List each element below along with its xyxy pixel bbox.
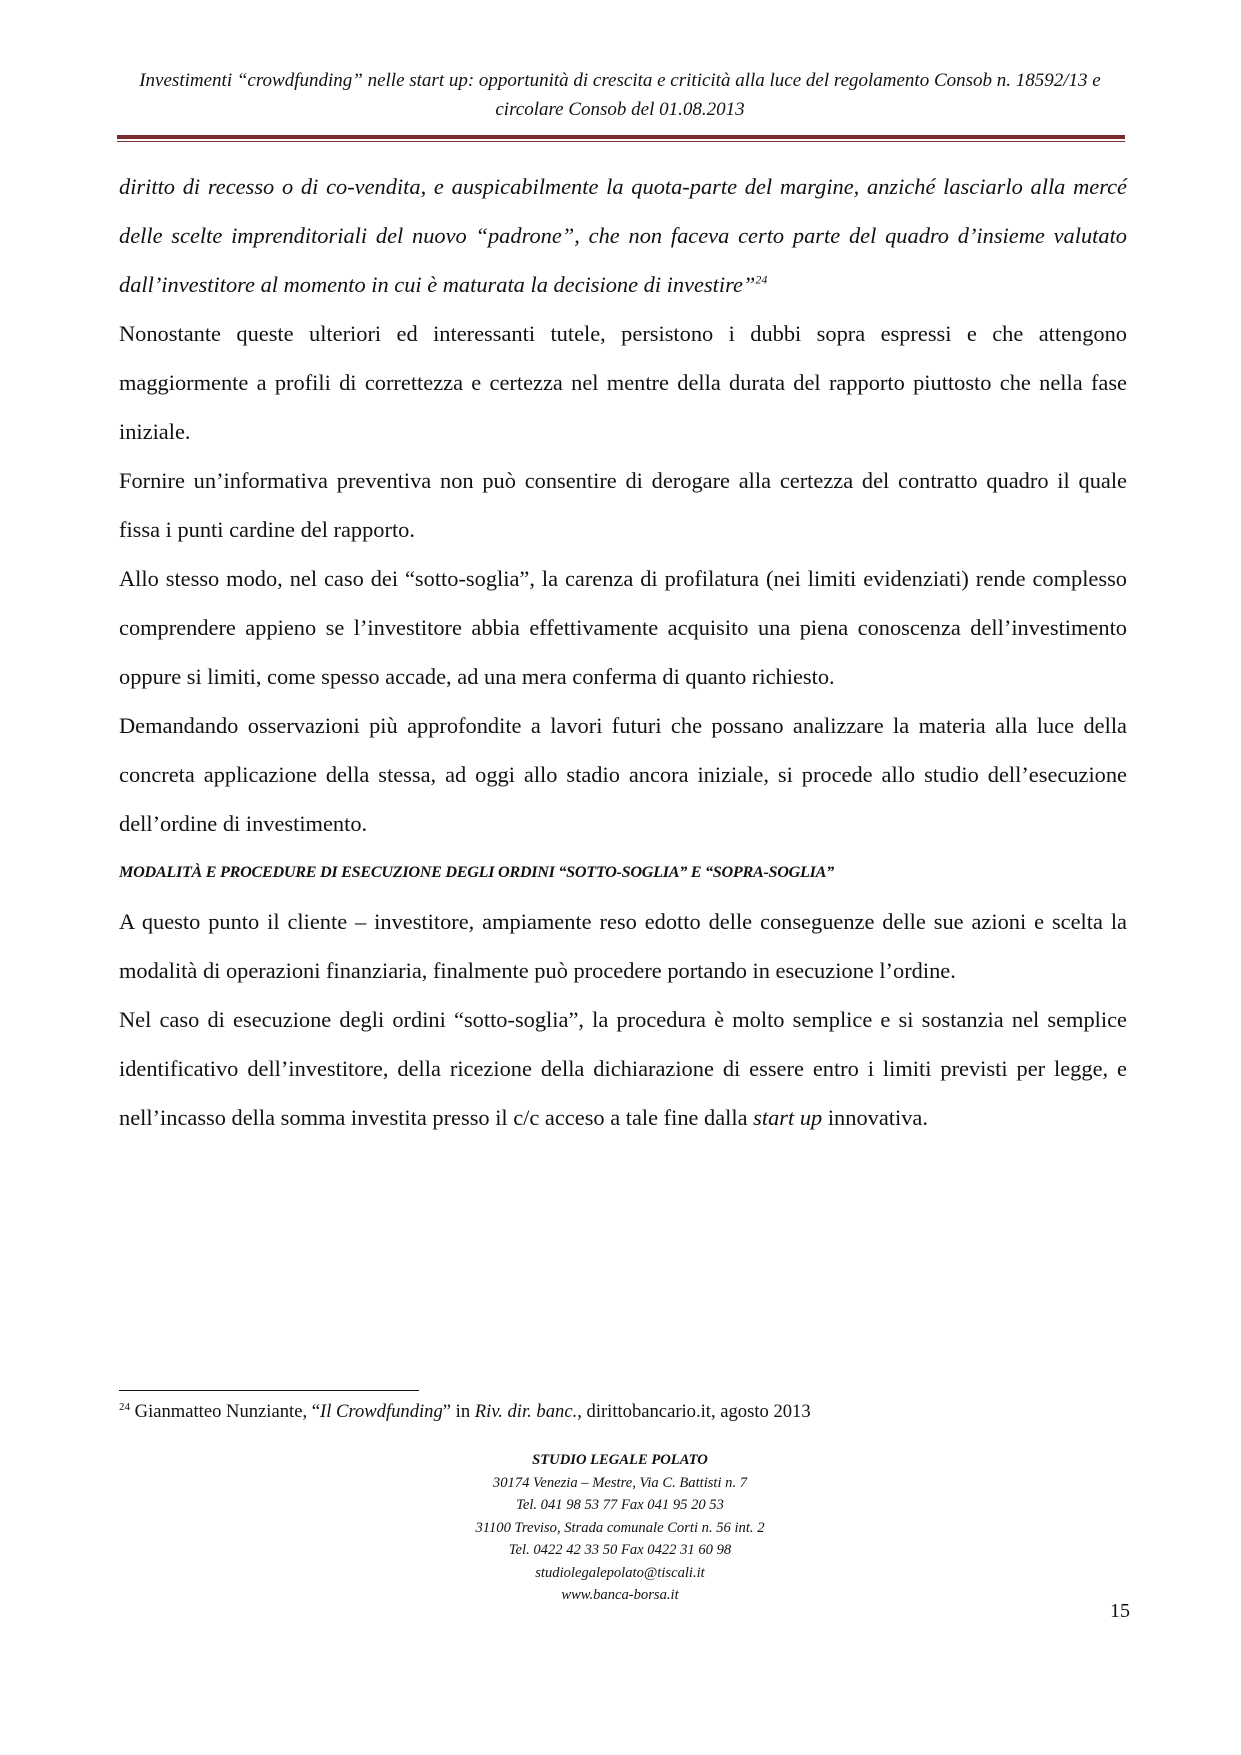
footer-address: 31100 Treviso, Strada comunale Corti n. 56 int. 2	[475, 1519, 765, 1536]
footnote	[119, 1399, 1127, 1425]
paragraph: Allo stesso modo, nel caso dei “sotto-soglia”, la carenza di profilatura (nei limiti evidenziati) rende complesso comprendere appieno se l’investitore abbia effettivamente acquisito una piena conoscenza dell’investimento oppure si limiti, come spesso accade, ad una mera conferma di quanto richiesto.	[119, 566, 1127, 689]
running-header: Investimenti “crowdfunding” nelle start up: opportunità di crescita e criticità alla luce del regolamento Consob n. 18592/13 e circolare Consob del 01.08.2013	[139, 70, 1101, 120]
footnote-title: Il Crowdfunding	[320, 1401, 443, 1422]
paragraph-text: innovativa.	[822, 1105, 928, 1130]
page-number: 15	[1110, 1600, 1130, 1622]
footer-firm-name: STUDIO LEGALE POLATO	[532, 1452, 708, 1468]
footnote-journal: Riv. dir. banc.	[474, 1401, 578, 1422]
footer-phone: Tel. 041 98 53 77 Fax 041 95 20 53	[516, 1497, 724, 1513]
footnote-author: Gianmatteo Nunziante, “	[130, 1401, 320, 1422]
footnote-text: , dirittobancario.it, agosto 2013	[577, 1401, 811, 1422]
paragraph: Fornire un’informativa preventiva non può consentire di derogare alla certezza del contratto quadro il quale fissa i punti cardine del rapporto.	[119, 468, 1127, 542]
body-text	[119, 162, 1127, 1142]
footer-address: 30174 Venezia – Mestre, Via C. Battisti n. 7	[492, 1474, 748, 1491]
footer-phone: Tel. 0422 42 33 50 Fax 0422 31 60 98	[508, 1542, 732, 1558]
emphasis: start up	[753, 1105, 823, 1130]
footer-email[interactable]: studiolegalepolato@tiscali.it	[535, 1564, 705, 1581]
header-rule-thin	[117, 141, 1125, 142]
footnote-text: ” in	[442, 1401, 475, 1422]
section-heading: MODALITÀ E PROCEDURE DI ESECUZIONE DEGLI ORDINI “SOTTO-SOGLIA” E “SOPRA-SOGLIA”	[119, 863, 834, 881]
footer-website[interactable]: www.banca-borsa.it	[561, 1587, 679, 1603]
paragraph-text: Nel caso di esecuzione degli ordini “sotto-soglia”, la procedura è molto semplice e si sostanzia nel semplice identificativo dell’investitore, della ricezione della dichiarazione di essere entro i limiti previsti per legge, e nell’incasso della somma investita presso il c/c acceso a tale fine dalla	[119, 1007, 1127, 1130]
footnote-rule	[119, 1390, 419, 1391]
quote-paragraph	[119, 162, 1127, 309]
footnote-number: 24	[119, 1400, 130, 1413]
paragraph: A questo punto il cliente – investitore, ampiamente reso edotto delle conseguenze delle sue azioni e scelta la modalità di operazioni finanziaria, finalmente può procedere portando in esecuzione l’ordine.	[119, 909, 1127, 983]
header-rule	[117, 135, 1125, 139]
paragraph: Demandando osservazioni più approfondite a lavori futuri che possano analizzare la materia alla luce della concreta applicazione della stessa, ad oggi allo stadio ancora iniziale, si procede allo studio dell’esecuzione dell’ordine di investimento.	[119, 713, 1127, 836]
page-footer	[300, 1449, 940, 1607]
footnote-ref[interactable]: 24	[755, 272, 768, 287]
paragraph: Nonostante queste ulteriori ed interessanti tutele, persistono i dubbi sopra espressi e che attengono maggiormente a profili di correttezza e certezza nel mentre della durata del rapporto piuttosto che nella fase iniziale.	[119, 321, 1127, 444]
paragraph	[119, 995, 1127, 1142]
quote-text: diritto di recesso o di co-vendita, e auspicabilmente la quota-parte del margine, anziché lasciarlo alla mercé delle scelte imprenditoriali del nuovo “padrone”, che non faceva certo parte del quadro d’insieme valutato dall’investitore al momento in cui è maturata la decisione di investire”	[119, 174, 1127, 297]
